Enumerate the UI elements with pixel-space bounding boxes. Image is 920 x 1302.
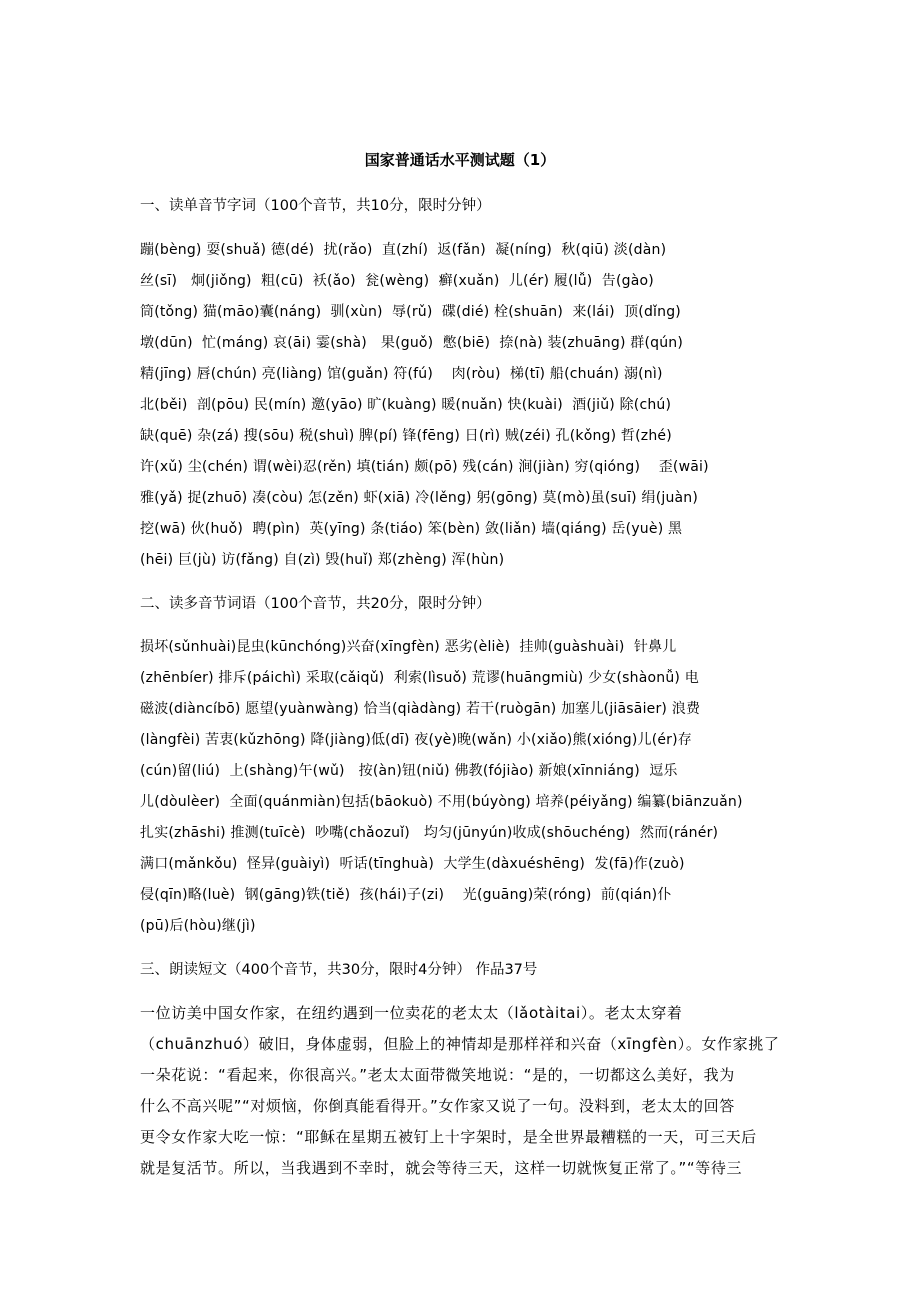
section-1-line: (hēi) 巨(jù) 访(fǎng) 自(zì) 毁(huǐ) 郑(zhèng) 浑(hùn) (140, 552, 505, 568)
passage-line: 就是复活节。所以，当我遇到不幸时，就会等待三天，这样一切就恢复正常了。”“等待三 (140, 1159, 743, 1177)
section-1-line: 丝(sī) 炯(jiǒng) 粗(cū) 袄(ǎo) 瓮(wèng) 癣(xuǎn) 儿(ér) 履(lǚ) 告(gào) (140, 273, 654, 289)
section-3-heading: 三、朗读短文（400个音节，共30分，限时4分钟） 作品37号 (140, 962, 538, 978)
section-1-line: 精(jīng) 唇(chún) 亮(liàng) 馆(guǎn) 符(fú) 肉(ròu) 梯(tī) 船(chuán) 溺(nì) (140, 366, 663, 382)
section-2-line: 磁波(diàncíbō) 愿望(yuànwàng) 恰当(qiàdàng) 若干(ruògān) 加塞儿(jiāsāier) 浪费 (140, 701, 701, 717)
section-2-line: 儿(dòulèer) 全面(quánmiàn)包括(bāokuò) 不用(búyòng) 培养(péiyǎng) 编纂(biānzuǎn) (140, 794, 743, 810)
section-2-line: 侵(qīn)略(luè) 钢(gāng)铁(tiě) 孩(hái)子(zi) 光(guāng)荣(róng) 前(qián)仆 (140, 887, 672, 903)
section-2-line: 满口(mǎnkǒu) 怪异(guàiyì) 听话(tīnghuà) 大学生(dàxuéshēng) 发(fā)作(zuò) (140, 856, 685, 872)
section-2-line: (cún)留(liú) 上(shàng)午(wǔ) 按(àn)钮(niǔ) 佛教(fójiào) 新娘(xīnniáng) 逗乐 (140, 763, 678, 779)
section-1-line: 挖(wā) 伙(huǒ) 聘(pìn) 英(yīng) 条(tiáo) 笨(bèn) 敛(liǎn) 墙(qiáng) 岳(yuè) 黑 (140, 521, 683, 537)
section-2-line: 扎实(zhāshi) 推测(tuīcè) 吵嘴(chǎozuǐ) 均匀(jūnyún)收成(shōuchéng) 然而(ránér) (140, 825, 719, 841)
section-1-line: 许(xǔ) 尘(chén) 谓(wèi)忍(rěn) 填(tián) 颇(pō) 残(cán) 涧(jiàn) 穷(qióng) 歪(wāi) (140, 459, 709, 475)
section-1-line: 北(běi) 剖(pōu) 民(mín) 邀(yāo) 旷(kuàng) 暖(nuǎn) 快(kuài) 酒(jiǔ) 除(chú) (140, 397, 672, 413)
section-2-line: (pū)后(hòu)继(jì) (140, 918, 256, 934)
section-2-heading: 二、读多音节词语（100个音节，共20分，限时分钟） (140, 596, 491, 612)
section-1-line: 缺(quē) 杂(zá) 搜(sōu) 税(shuì) 脾(pí) 锋(fēng) 日(rì) 贼(zéi) 孔(kǒng) 哲(zhé) (140, 428, 672, 444)
section-1-line: 雅(yǎ) 捉(zhuō) 凑(còu) 怎(zěn) 虾(xiā) 冷(lěng) 躬(gōng) 莫(mò)虽(suī) 绢(juàn) (140, 490, 699, 506)
section-1-line: 蹦(bèng) 耍(shuǎ) 德(dé) 扰(rǎo) 直(zhí) 返(fǎn) 凝(níng) 秋(qiū) 淡(dàn) (140, 242, 667, 258)
section-2-line: (làngfèi) 苦衷(kǔzhōng) 降(jiàng)低(dī) 夜(yè)晚(wǎn) 小(xiǎo)熊(xióng)儿(ér)存 (140, 732, 692, 748)
document-title: 国家普通话水平测试题（1） (364, 151, 556, 169)
passage-line: 一朵花说：“看起来，你很高兴。”老太太面带微笑地说：“是的，一切都这么美好，我为 (140, 1066, 735, 1084)
section-1-line: 筒(tǒng) 猫(māo)囊(náng) 驯(xùn) 辱(rǔ) 碟(dié) 栓(shuān) 来(lái) 顶(dǐng) (140, 304, 681, 320)
section-1-line: 墩(dūn) 忙(máng) 哀(āi) 霎(shà) 果(guǒ) 憋(biē) 捺(nà) 装(zhuāng) 群(qún) (140, 335, 684, 351)
passage-line: 一位访美中国女作家，在纽约遇到一位卖花的老太太（lǎotàitai）。老太太穿着 (140, 1004, 683, 1022)
section-1-heading: 一、读单音节字词（100个音节，共10分，限时分钟） (140, 198, 491, 214)
section-2-line: 损坏(sǔnhuài)昆虫(kūnchóng)兴奋(xīngfèn) 恶劣(èliè) 挂帅(guàshuài) 针鼻儿 (140, 639, 677, 655)
passage-line: （chuānzhuó）破旧，身体虚弱，但脸上的神情却是那样祥和兴奋（xīngfèn）。女作家挑了 (140, 1035, 780, 1053)
passage-line: 什么不高兴呢”“对烦恼，你倒真能看得开。”女作家又说了一句。没料到，老太太的回答 (140, 1097, 735, 1115)
passage-line: 更令女作家大吃一惊：“耶稣在星期五被钉上十字架时，是全世界最糟糕的一天，可三天后 (140, 1128, 757, 1146)
section-2-line: (zhēnbíer) 排斥(páichì) 采取(cǎiqǔ) 利索(lìsuǒ) 荒谬(huāngmiù) 少女(shàonǚ) 电 (140, 670, 699, 686)
